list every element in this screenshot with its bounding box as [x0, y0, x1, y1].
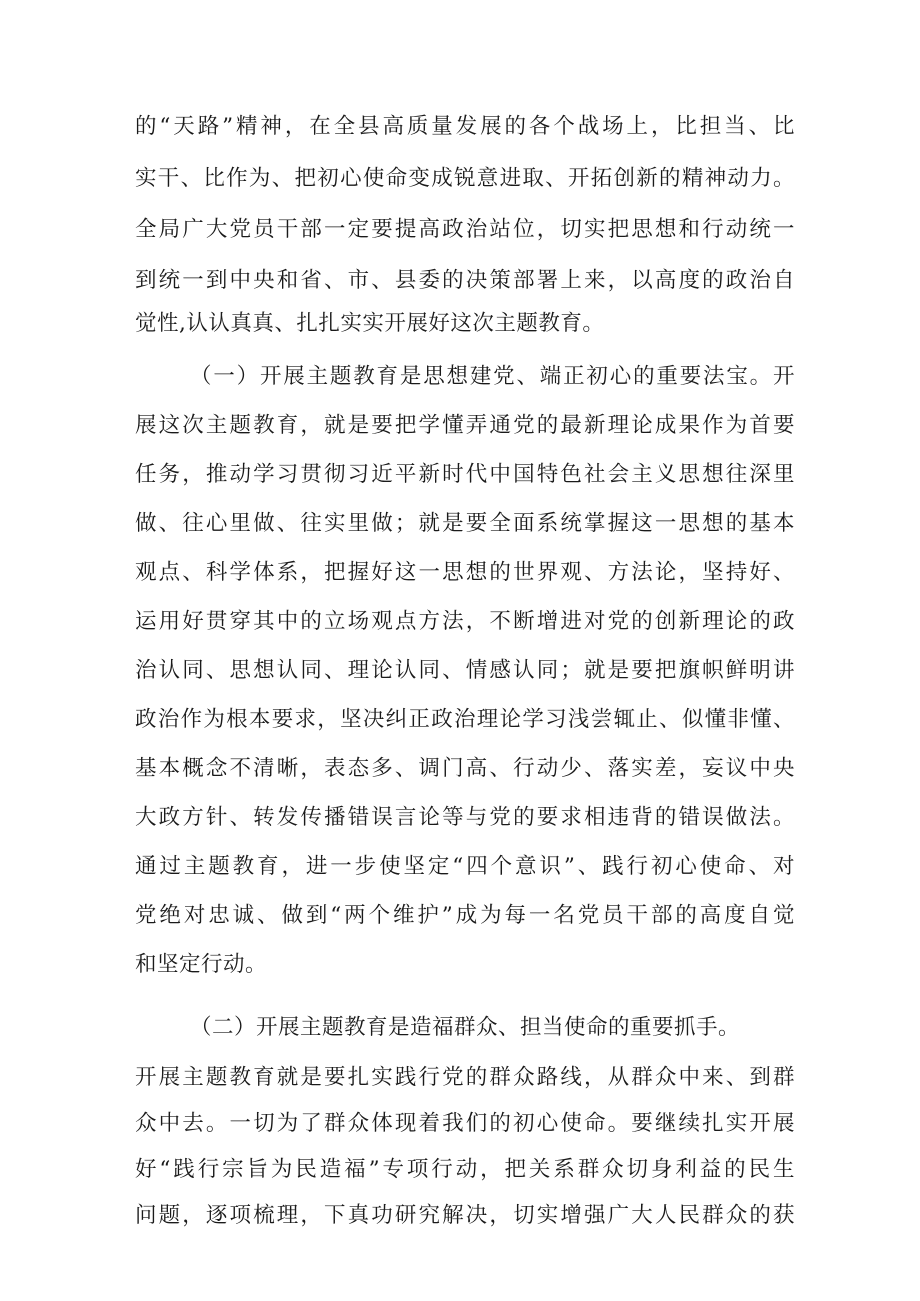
text-line: 党绝对忠诚、做到“两个维护”成为每一名党员干部的高度自觉 — [135, 903, 795, 928]
paragraph-heading-1: （一）开展主题教育是思想建党、端正初心的重要法宝。开 — [190, 364, 795, 389]
text-line: 问题，逐项梳理，下真功研究解决，切实增强广大人民群众的获 — [135, 1203, 795, 1228]
text-line: 基本概念不清晰，表态多、调门高、行动少、落实差，妄议中央 — [135, 756, 795, 781]
text-line: 的“天路”精神，在全县高质量发展的各个战场上，比担当、比 — [135, 114, 795, 139]
text-line: 做、往心里做、往实里做；就是要全面系统掌握这一思想的基本 — [135, 511, 795, 536]
text-line: 到统一到中央和省、市、县委的决策部署上来，以高度的政治自 — [135, 268, 795, 293]
text-line: 通过主题教育，进一步使坚定“四个意识”、践行初心使命、对 — [135, 854, 795, 879]
text-line: 觉性,认认真真、扎扎实实开展好这次主题教育。 — [135, 311, 605, 336]
text-line: 运用好贯穿其中的立场观点方法，不断增进对党的创新理论的政 — [135, 609, 795, 634]
text-line: 全局广大党员干部一定要提高政治站位，切实把思想和行动统一 — [135, 217, 795, 242]
text-line: 众中去。一切为了群众体现着我们的初心使命。要继续扎实开展 — [135, 1111, 795, 1136]
text-line: 任务，推动学习贯彻习近平新时代中国特色社会主义思想往深里 — [135, 462, 795, 487]
text-line: 治认同、思想认同、理论认同、情感认同；就是要把旗帜鲜明讲 — [135, 658, 795, 683]
paragraph-heading-2: （二）开展主题教育是造福群众、担当使命的重要抓手。 — [190, 1015, 741, 1040]
text-line: 大政方针、转发传播错误言论等与党的要求相违背的错误做法。 — [135, 805, 795, 830]
text-line: 和坚定行动。 — [135, 952, 268, 977]
text-line: 好“践行宗旨为民造福”专项行动，把关系群众切身利益的民生 — [135, 1157, 795, 1182]
text-line: 展这次主题教育，就是要把学懂弄通党的最新理论成果作为首要 — [135, 413, 795, 438]
text-line: 政治作为根本要求，坚决纠正政治理论学习浅尝辄止、似懂非懂、 — [135, 707, 795, 732]
text-line: 实干、比作为、把初心使命变成锐意进取、开拓创新的精神动力。 — [135, 166, 795, 191]
text-line: 观点、科学体系，把握好这一思想的世界观、方法论，坚持好、 — [135, 560, 795, 585]
text-line: 开展主题教育就是要扎实践行党的群众路线，从群众中来、到群 — [135, 1065, 795, 1090]
